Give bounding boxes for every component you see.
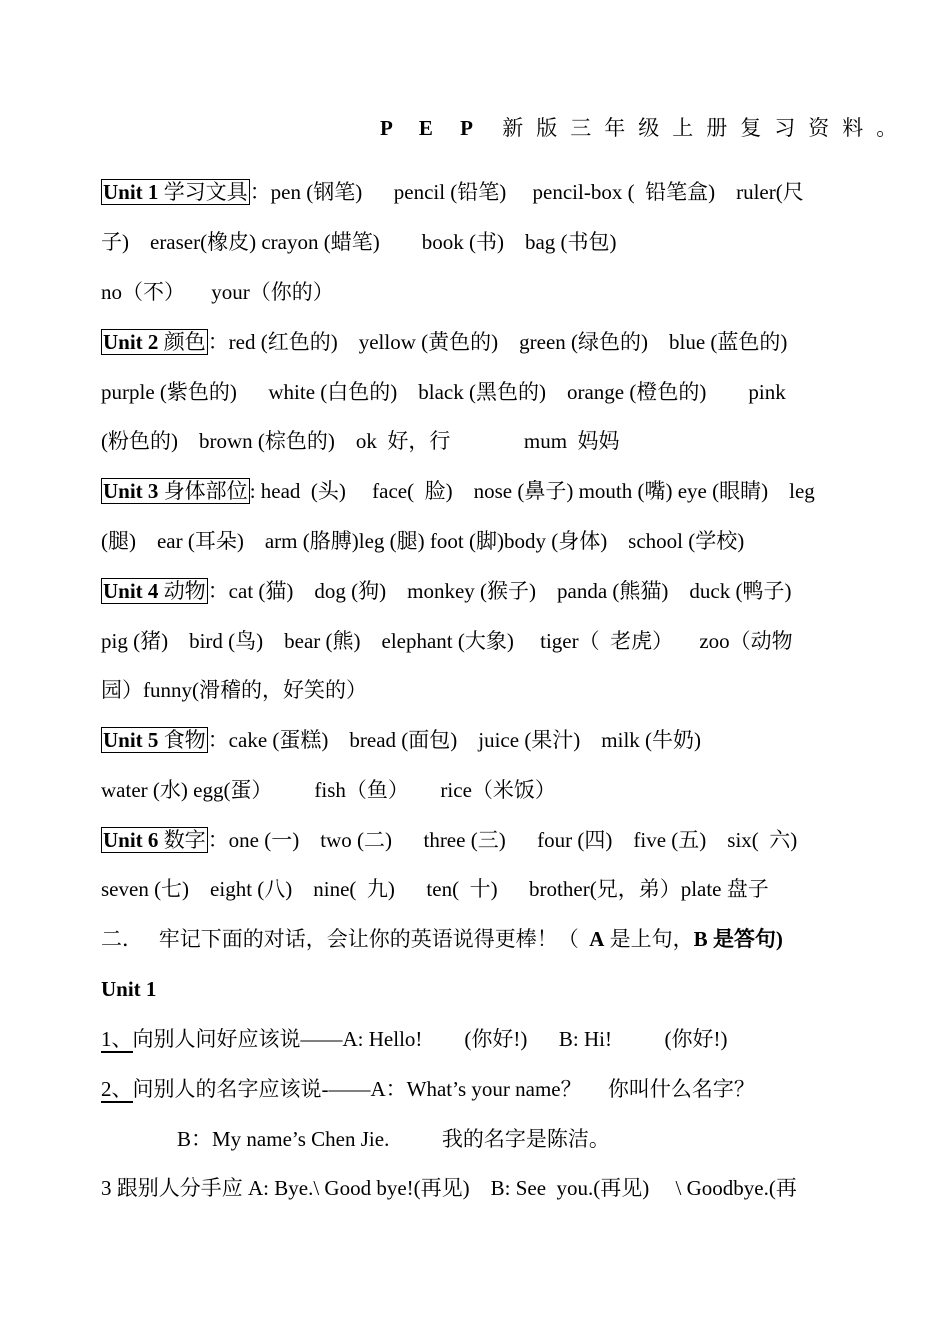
unit6-line1: Unit 6 数字：one (一) two (二) three (三) four (四) five (五) six( 六) xyxy=(103,828,798,852)
unit1-line1: Unit 1 学习文具：pen (钢笔) pencil (铅笔) pencil-box ( 铅笔盒) ruler(尺 xyxy=(103,180,804,204)
section2-heading: 二． 牢记下面的对话，会让你的英语说得更棒！（ A 是上句，B 是答句) xyxy=(101,927,783,951)
dialog-item-3: 3 跟别人分手应 A: Bye.\ Good bye!(再见) B: See you.(再见) \ Goodbye.(再 xyxy=(101,1176,797,1200)
unit1-label: Unit 1 学习文具 xyxy=(103,180,248,204)
unit5-label: Unit 5 食物 xyxy=(103,728,206,752)
unit1-line3: no（不） your（你的） xyxy=(101,280,334,304)
unit5-line1: Unit 5 食物：cake (蛋糕) bread (面包) juice (果汁) milk (牛奶) xyxy=(103,728,702,752)
dialog-number: 2、 xyxy=(101,1077,133,1101)
unit3-label: Unit 3 身体部位 xyxy=(103,479,248,503)
unit2-label: Unit 2 颜色 xyxy=(103,330,206,354)
title-latin: P E P xyxy=(380,116,485,140)
unit6-label: Unit 6 数字 xyxy=(103,828,206,852)
unit6-line2: seven (七) eight (八) nine( 九) ten( 十) brother(兄，弟）plate 盘子 xyxy=(101,877,769,901)
unit2-line2: purple (紫色的) white (白色的) black (黑色的) orange (橙色的) pink xyxy=(101,380,786,404)
unit4-label: Unit 4 动物 xyxy=(103,579,206,603)
unit1-dialog-heading: Unit 1 xyxy=(101,977,157,1001)
unit3-line1: Unit 3 身体部位: head (头) face( 脸) nose (鼻子) mouth (嘴) eye (眼睛) leg xyxy=(103,479,815,503)
unit2-line1: Unit 2 颜色：red (红色的) yellow (黄色的) green (绿色的) blue (蓝色的) xyxy=(103,330,788,354)
title-rest: 新版三年级上册复习资料。 xyxy=(502,116,911,140)
unit3-line2: (腿) ear (耳朵) arm (胳膊)leg (腿) foot (脚)body (身体) school (学校) xyxy=(101,529,745,553)
unit1-line2: 子) eraser(橡皮) crayon (蜡笔) book (书) bag (书包) xyxy=(101,230,617,254)
dialog-item-2-answer: B：My name’s Chen Jie. 我的名字是陈洁。 xyxy=(177,1127,610,1151)
unit4-line3: 园）funny(滑稽的，好笑的） xyxy=(101,678,367,702)
unit4-line2: pig (猪) bird (鸟) bear (熊) elephant (大象) tiger（ 老虎） zoo（动物 xyxy=(101,629,793,653)
unit5-line2: water (水) egg(蛋） fish（鱼） rice（米饭） xyxy=(101,778,556,802)
unit4-line1: Unit 4 动物：cat (猫) dog (狗) monkey (猴子) panda (熊猫) duck (鸭子) xyxy=(103,579,792,603)
dialog-item-1: 1、向别人问好应该说——A: Hello! (你好!) B: Hi! (你好!) xyxy=(101,1027,728,1051)
unit2-line3: (粉色的) brown (棕色的) ok 好，行 mum 妈妈 xyxy=(101,429,620,453)
dialog-item-2: 2、问别人的名字应该说-——A：What’s your name？ 你叫什么名字？ xyxy=(101,1077,755,1101)
dialog-number: 1、 xyxy=(101,1027,133,1051)
document-title xyxy=(380,112,910,142)
